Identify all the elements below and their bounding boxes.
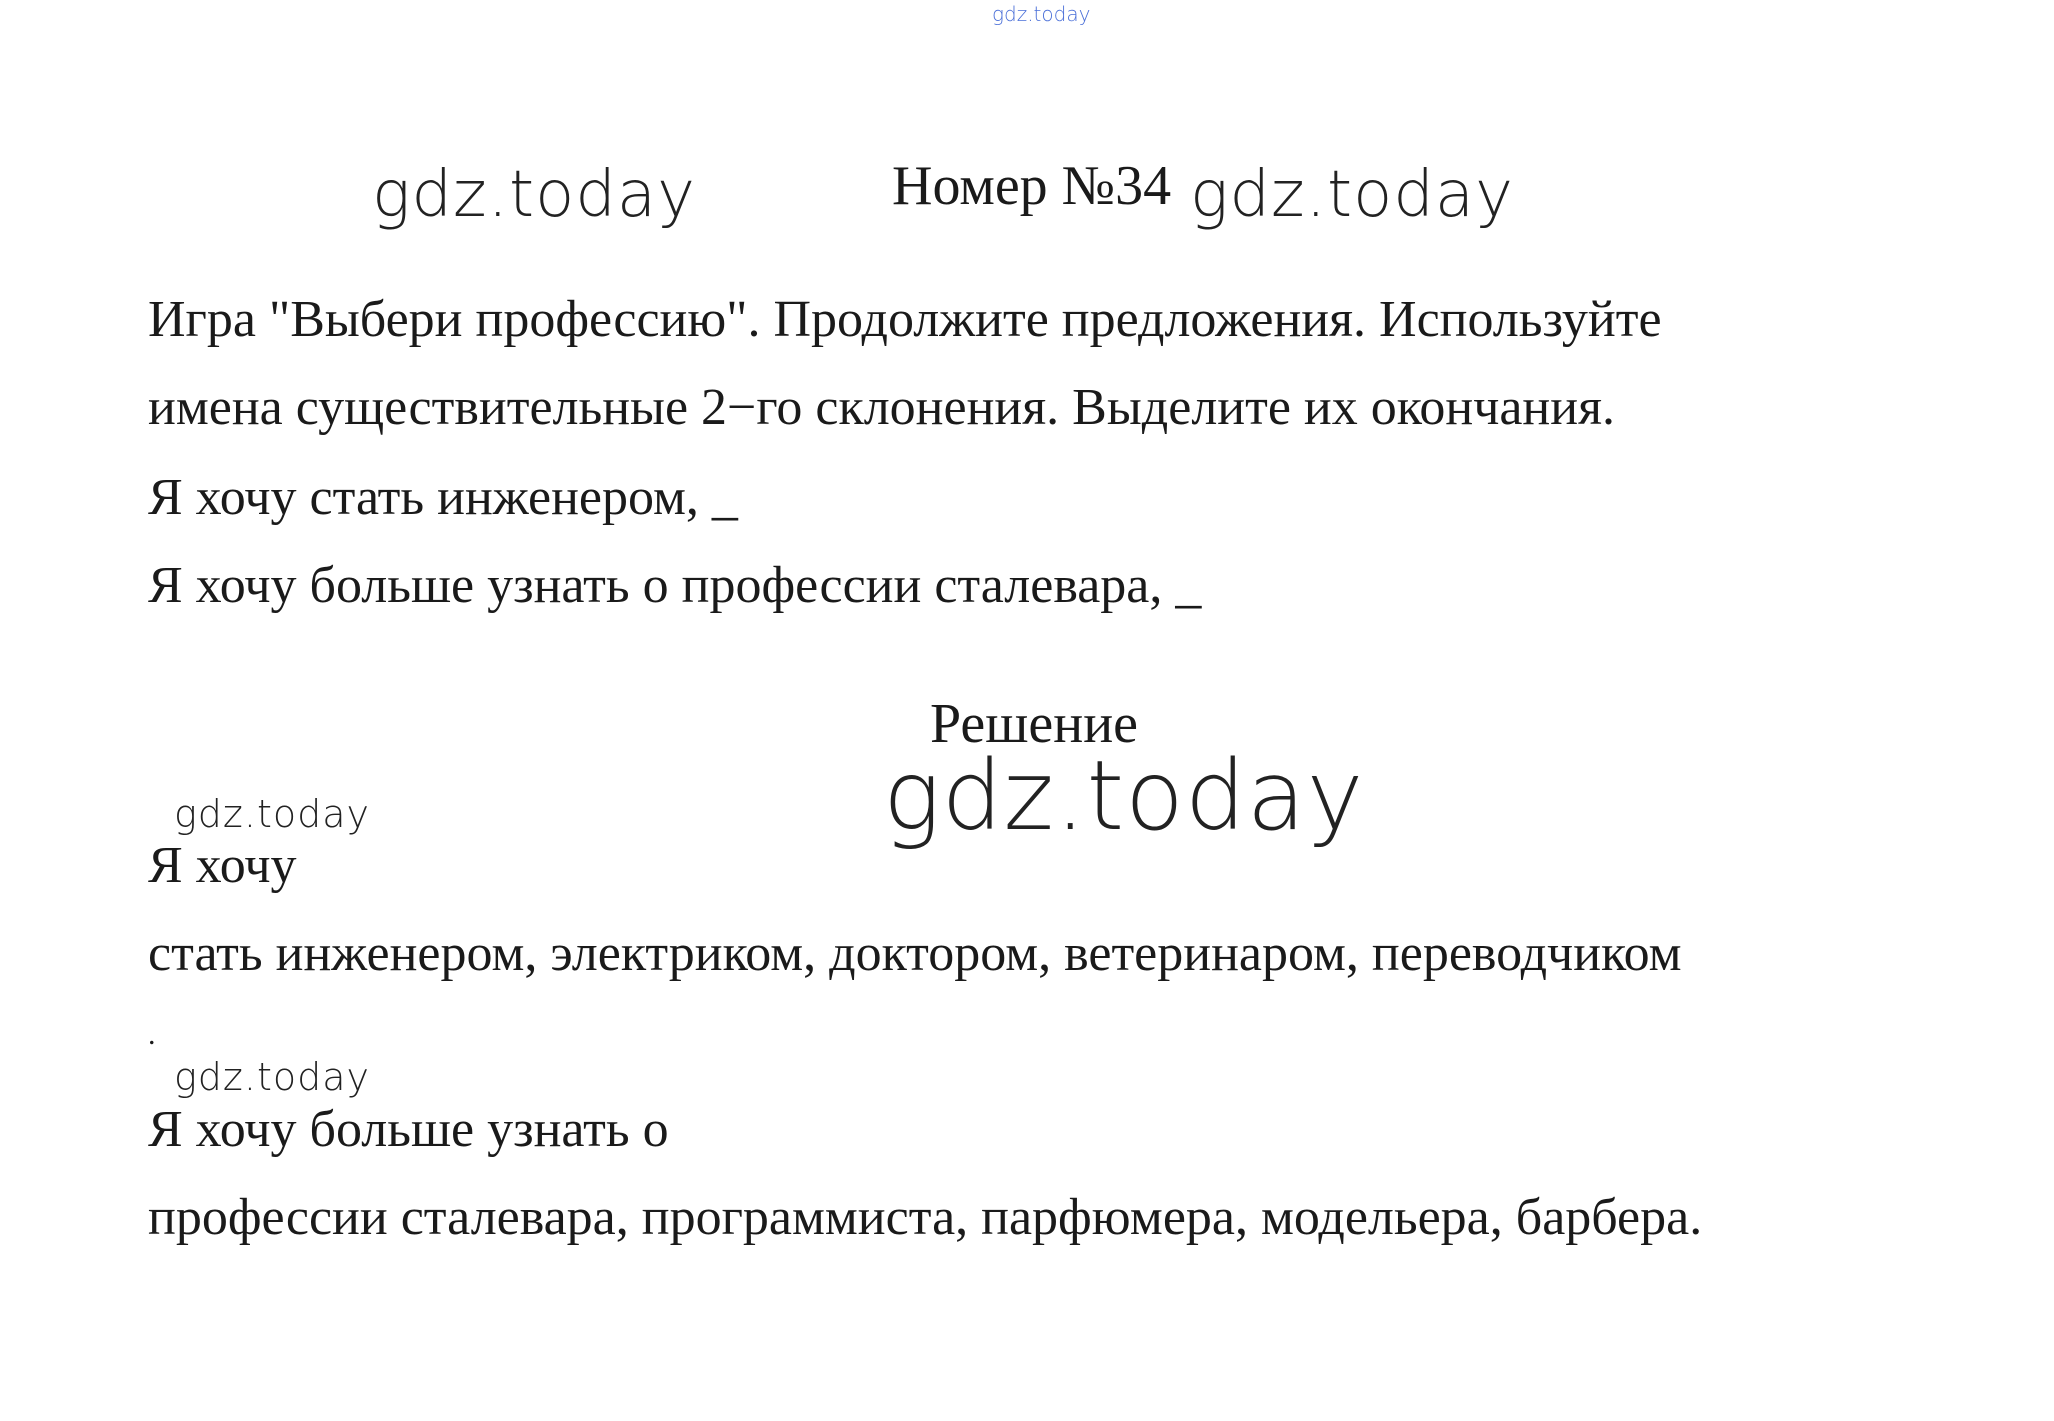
task-line-1: Игра "Выбери профессию". Продолжите предложения. Используйте	[148, 291, 1662, 348]
watermark-header-right: gdz.today	[1190, 158, 1514, 232]
watermark-top: gdz.today	[992, 2, 1091, 26]
watermark-answer-1: gdz.today	[174, 792, 370, 836]
watermark-header-left: gdz.today	[372, 158, 696, 232]
solution-line-2: стать инженером, электриком, доктором, ветеринаром, переводчиком	[148, 925, 1682, 982]
solution-line-1: Я хочу	[148, 837, 297, 894]
watermark-answer-2: gdz.today	[174, 1055, 370, 1099]
task-line-3: Я хочу стать инженером, _	[148, 469, 738, 526]
solution-line-3: .	[148, 1018, 156, 1051]
solution-title: Решение	[930, 693, 1139, 755]
watermark-center: gdz.today	[883, 740, 1365, 852]
solution-line-4: Я хочу больше узнать о	[148, 1101, 669, 1158]
task-line-4: Я хочу больше узнать о профессии сталевара, _	[148, 557, 1202, 614]
task-title: Номер №34	[892, 155, 1172, 217]
task-line-2: имена существительные 2−го склонения. Выделите их окончания.	[148, 379, 1615, 436]
solution-line-5: профессии сталевара, программиста, парфюмера, модельера, барбера.	[148, 1189, 1703, 1246]
